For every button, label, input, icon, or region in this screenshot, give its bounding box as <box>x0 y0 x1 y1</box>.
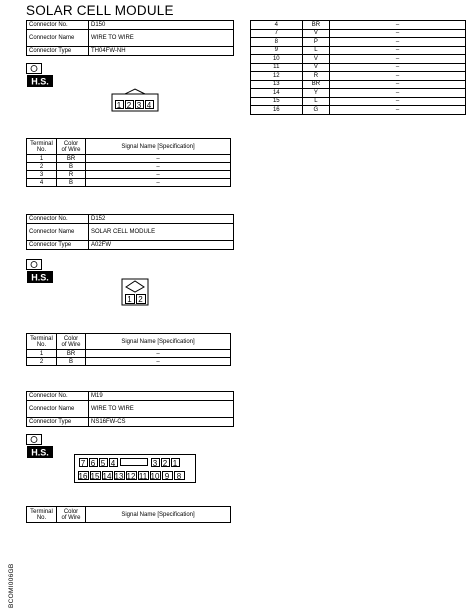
hs-label: H.S. <box>31 76 49 87</box>
connector-m19-signal-table-continued <box>250 20 466 115</box>
connector-type-value: NS16FW-CS <box>89 418 234 427</box>
connector-name-value: WIRE TO WIRE <box>89 30 234 47</box>
table-row: 2 B – <box>27 358 231 366</box>
harness-side-icon <box>26 434 54 459</box>
connector-d152-info <box>26 214 234 250</box>
signal-header: Signal Name [Specification] <box>86 507 231 523</box>
table-row: 1 BR – <box>27 350 231 358</box>
table-row: 11 V – <box>251 63 466 72</box>
signal-header: Signal Name [Specification] <box>86 139 231 155</box>
pin: 14 <box>102 471 112 481</box>
harness-side-icon <box>26 63 54 88</box>
connector-no-label: Connector No. <box>27 215 89 224</box>
pin: 8 <box>174 471 185 480</box>
pin: 3 <box>135 100 144 109</box>
pin: 7 <box>79 458 88 467</box>
pin: 2 <box>136 294 146 304</box>
connector-no-value: D150 <box>89 21 234 30</box>
connector-d152-face <box>121 278 149 306</box>
pin: 12 <box>126 471 136 481</box>
connector-type-value: A02FW <box>89 241 234 250</box>
harness-side-icon <box>26 259 54 284</box>
signal-header: Signal Name [Specification] <box>86 334 231 350</box>
pin: 16 <box>78 471 88 481</box>
pin: 4 <box>109 458 118 467</box>
page-title: SOLAR CELL MODULE <box>26 3 174 18</box>
connector-name-value: WIRE TO WIRE <box>89 401 234 418</box>
pin: 15 <box>90 471 100 481</box>
connector-d150-signal-table <box>26 138 231 187</box>
color-header: Color of Wire <box>57 139 86 155</box>
connector-no-value: M19 <box>89 392 234 401</box>
connector-no-value: D152 <box>89 215 234 224</box>
color-header: Color of Wire <box>57 507 86 523</box>
pin: 10 <box>150 471 160 481</box>
hs-label: H.S. <box>31 272 49 283</box>
connector-m19-pins-top <box>78 457 180 467</box>
table-row: 15 L – <box>251 97 466 106</box>
table-row: 14 Y – <box>251 89 466 98</box>
pin: 3 <box>151 458 160 467</box>
connector-name-label: Connector Name <box>27 401 89 418</box>
pin: 1 <box>171 458 180 467</box>
table-row: 12 R – <box>251 72 466 81</box>
pin: 1 <box>115 100 124 109</box>
connector-d152-signal-table <box>26 333 231 366</box>
connector-type-label: Connector Type <box>27 418 89 427</box>
table-row: 2 B – <box>27 163 231 171</box>
pin: 4 <box>145 100 154 109</box>
pin: 1 <box>125 294 135 304</box>
hs-label: H.S. <box>31 447 49 458</box>
terminal-header: Terminal No. <box>27 334 57 350</box>
connector-m19-face <box>74 454 196 483</box>
pin: 11 <box>138 471 148 481</box>
connector-d150-pins <box>114 99 154 109</box>
table-row: 8 P – <box>251 38 466 47</box>
connector-name-value: SOLAR CELL MODULE <box>89 224 234 241</box>
pin: 6 <box>89 458 98 467</box>
connector-m19-pins-bottom <box>77 470 185 480</box>
side-code: BCOMI006GB <box>8 563 15 608</box>
table-row: 4 BR – <box>251 21 466 30</box>
connector-d150-face <box>110 88 160 112</box>
table-row: 1 BR – <box>27 155 231 163</box>
connector-m19-info <box>26 391 234 427</box>
table-row: 4 B – <box>27 179 231 187</box>
color-header: Color of Wire <box>57 334 86 350</box>
connector-m19-signal-table <box>26 506 231 523</box>
table-row: 16 G – <box>251 106 466 115</box>
table-row: 9 L – <box>251 46 466 55</box>
connector-type-label: Connector Type <box>27 47 89 56</box>
connector-no-label: Connector No. <box>27 392 89 401</box>
terminal-header: Terminal No. <box>27 139 57 155</box>
table-row: 13 BR – <box>251 80 466 89</box>
pin: 2 <box>125 100 134 109</box>
connector-no-label: Connector No. <box>27 21 89 30</box>
pin: 13 <box>114 471 124 481</box>
pin: 9 <box>162 471 173 480</box>
connector-name-label: Connector Name <box>27 224 89 241</box>
connector-type-value: TH04FW-NH <box>89 47 234 56</box>
pin: 2 <box>161 458 170 467</box>
connector-latch <box>120 458 148 466</box>
terminal-header: Terminal No. <box>27 507 57 523</box>
connector-d150-info <box>26 20 234 56</box>
connector-d152-pins <box>124 293 146 304</box>
side-code-container <box>3 548 13 608</box>
table-row: 10 V – <box>251 55 466 64</box>
table-row: 3 R – <box>27 171 231 179</box>
table-row: 7 V – <box>251 29 466 38</box>
connector-type-label: Connector Type <box>27 241 89 250</box>
connector-name-label: Connector Name <box>27 30 89 47</box>
pin: 5 <box>99 458 108 467</box>
